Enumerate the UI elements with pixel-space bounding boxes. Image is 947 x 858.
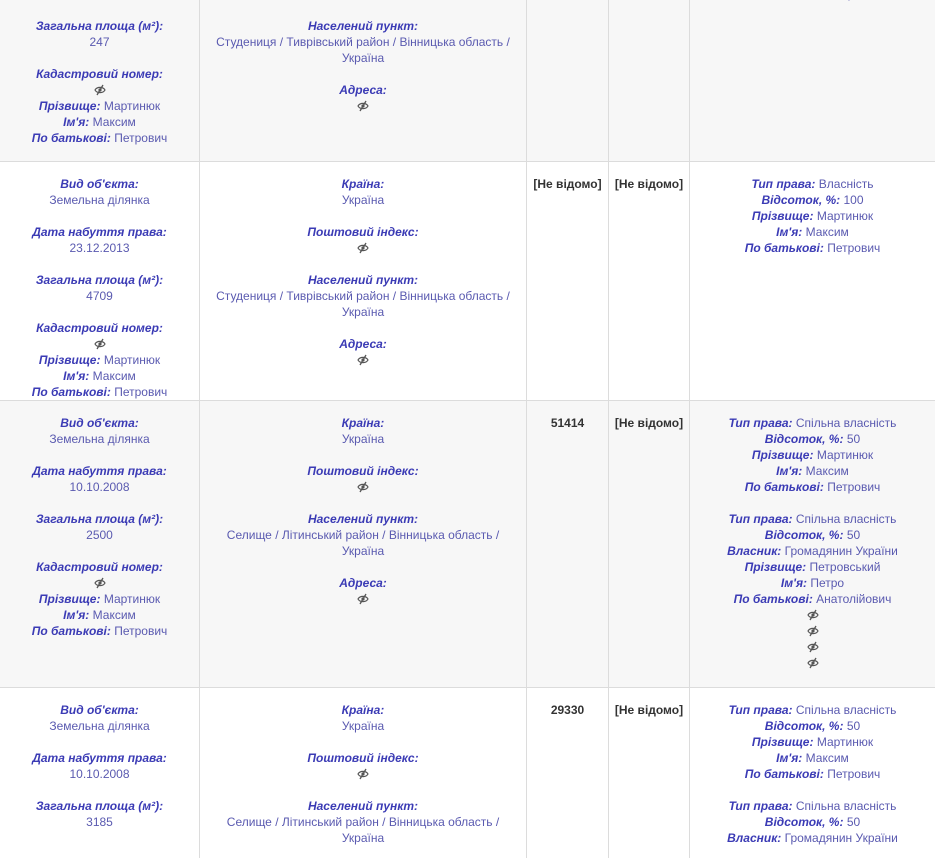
object-cell bbox=[0, 401, 200, 687]
name-value: Петро bbox=[810, 576, 845, 590]
value-cell bbox=[527, 0, 609, 161]
value-cell bbox=[609, 688, 690, 858]
postal-label: Поштовий індекс: bbox=[307, 751, 419, 765]
name-label: Ім'я: bbox=[776, 751, 803, 765]
surname-label: Прізвище: bbox=[751, 735, 814, 749]
area-label: Загальна площа (м²): bbox=[35, 799, 164, 813]
eye-slash-icon bbox=[357, 352, 369, 368]
table-row bbox=[0, 0, 935, 162]
eye-slash-icon bbox=[807, 623, 819, 639]
eye-slash-icon bbox=[357, 98, 369, 114]
area-value: 4709 bbox=[86, 289, 113, 303]
right-type-value: Спільна власність bbox=[795, 512, 897, 526]
cost-value: [Не відомо] bbox=[533, 177, 602, 191]
location-cell bbox=[200, 401, 527, 687]
eye-slash-icon bbox=[807, 607, 819, 623]
eye-slash-icon bbox=[94, 82, 106, 98]
right-type-label: Тип права: bbox=[728, 799, 793, 813]
value-cell bbox=[609, 401, 690, 687]
patronymic-label: По батькові: bbox=[744, 767, 824, 781]
eye-slash-icon bbox=[807, 639, 819, 655]
rights-cell bbox=[690, 162, 935, 400]
name-label: Ім'я: bbox=[63, 369, 90, 383]
share-value: 100 bbox=[843, 193, 864, 207]
surname-label: Прізвище: bbox=[744, 560, 807, 574]
acquired-date-value: 23.12.2013 bbox=[69, 241, 130, 255]
address-label: Адреса: bbox=[339, 576, 387, 590]
patronymic-label: По батькові: bbox=[31, 131, 111, 145]
surname-value: Мартинюк bbox=[816, 448, 874, 462]
table-row bbox=[0, 162, 935, 401]
rights-cell bbox=[690, 401, 935, 687]
value-cell bbox=[527, 162, 609, 400]
area-value: 247 bbox=[89, 35, 110, 49]
eye-slash-icon bbox=[94, 575, 106, 591]
area-label: Загальна площа (м²): bbox=[35, 273, 164, 287]
patronymic-label bbox=[745, 0, 824, 1]
surname-value: Мартинюк bbox=[103, 592, 161, 606]
share-label: Відсоток, %: bbox=[764, 528, 844, 542]
table-row bbox=[0, 401, 935, 688]
cost-value: 29330 bbox=[550, 703, 585, 717]
eye-slash-icon bbox=[357, 766, 369, 782]
settlement-value: Студениця / Тиврівський район / Вінницька область / Україна bbox=[216, 35, 510, 65]
surname-label: Прізвище: bbox=[751, 448, 814, 462]
object-type-label: Вид об'єкта: bbox=[60, 416, 139, 430]
object-type-value: Земельна ділянка bbox=[49, 432, 150, 446]
value-cell bbox=[609, 0, 690, 161]
share-value: 50 bbox=[846, 528, 861, 542]
eye-slash-icon bbox=[357, 591, 369, 607]
patronymic-label: По батькові: bbox=[744, 480, 824, 494]
area-value: 3185 bbox=[86, 815, 113, 829]
share-label: Відсоток, %: bbox=[764, 432, 844, 446]
share-label: Відсоток, %: bbox=[761, 193, 841, 207]
location-cell bbox=[200, 162, 527, 400]
acquired-label: Дата набуття права: bbox=[32, 225, 167, 239]
settlement-label: Населений пункт: bbox=[307, 512, 419, 526]
name-label: Ім'я: bbox=[63, 115, 90, 129]
value-cell bbox=[527, 401, 609, 687]
patronymic-value: Петрович bbox=[114, 385, 168, 399]
value-cell bbox=[527, 688, 609, 858]
patronymic-value bbox=[827, 0, 880, 1]
rights-cell bbox=[690, 688, 935, 858]
patronymic-value: Петрович bbox=[827, 241, 881, 255]
address-label: Адреса: bbox=[339, 83, 387, 97]
name-label: Ім'я: bbox=[776, 225, 803, 239]
right-type-value: Власність bbox=[818, 177, 874, 191]
right-type-value: Спільна власність bbox=[795, 416, 897, 430]
right-type-value: Спільна власність bbox=[795, 703, 897, 717]
surname-value: Мартинюк bbox=[816, 209, 874, 223]
name-value: Максим bbox=[92, 115, 136, 129]
acquired-label: Дата набуття права: bbox=[32, 464, 167, 478]
cadastral-label: Кадастровий номер: bbox=[36, 560, 163, 574]
share-label: Відсоток, %: bbox=[764, 719, 844, 733]
owner-label: Власник: bbox=[727, 831, 782, 845]
object-type-value: Земельна ділянка bbox=[49, 719, 150, 733]
acquired-date-value: 10.10.2008 bbox=[69, 767, 130, 781]
right-type-label: Тип права: bbox=[728, 416, 793, 430]
name-value: Максим bbox=[805, 464, 849, 478]
country-value: Україна bbox=[341, 432, 385, 446]
acquired-date-value: 10.10.2008 bbox=[69, 480, 130, 494]
object-type-label: Вид об'єкта: bbox=[60, 703, 139, 717]
eye-slash-icon bbox=[357, 240, 369, 256]
object-cell bbox=[0, 162, 200, 400]
patronymic-value: Анатолійович bbox=[816, 592, 892, 606]
name-label: Ім'я: bbox=[780, 576, 808, 590]
surname-value: Мартинюк bbox=[816, 735, 874, 749]
eye-slash-icon bbox=[807, 655, 819, 671]
country-label: Країна: bbox=[341, 177, 385, 191]
object-cell bbox=[0, 0, 200, 161]
location-cell bbox=[200, 688, 527, 858]
surname-value: Петровський bbox=[809, 560, 881, 574]
owner-label: Власник: bbox=[727, 544, 782, 558]
object-type-value: Земельна ділянка bbox=[49, 193, 150, 207]
cadastral-label: Кадастровий номер: bbox=[36, 321, 163, 335]
country-value: Україна bbox=[341, 719, 385, 733]
right-type-label: Тип права: bbox=[751, 177, 816, 191]
cadastral-label: Кадастровий номер: bbox=[36, 67, 163, 81]
patronymic-label: По батькові: bbox=[31, 385, 111, 399]
settlement-value: Студениця / Тиврівський район / Вінницька область / Україна bbox=[216, 289, 510, 319]
surname-value: Мартинюк bbox=[103, 99, 161, 113]
surname-label: Прізвище: bbox=[38, 592, 101, 606]
postal-label: Поштовий індекс: bbox=[307, 464, 419, 478]
name-label: Ім'я: bbox=[63, 608, 90, 622]
share-value: 50 bbox=[846, 432, 861, 446]
name-value: Максим bbox=[92, 608, 136, 622]
settlement-value: Селище / Літинський район / Вінницька область / Україна bbox=[226, 528, 500, 558]
settlement-label: Населений пункт: bbox=[307, 19, 419, 33]
owner-value: Громадянин України bbox=[784, 831, 898, 845]
surname-label: Прізвище: bbox=[38, 353, 101, 367]
object-type-label: Вид об'єкта: bbox=[60, 177, 139, 191]
share-value: 50 bbox=[846, 815, 861, 829]
patronymic-value: Петрович bbox=[114, 131, 168, 145]
right-type-label: Тип права: bbox=[728, 512, 793, 526]
patronymic-label: По батькові: bbox=[744, 241, 824, 255]
name-value: Максим bbox=[92, 369, 136, 383]
surname-value: Мартинюк bbox=[103, 353, 161, 367]
acquired-label: Дата набуття права: bbox=[32, 751, 167, 765]
cost-value: [Не відомо] bbox=[614, 177, 684, 191]
name-value: Максим bbox=[805, 751, 849, 765]
location-cell bbox=[200, 0, 527, 161]
surname-label: Прізвище: bbox=[38, 99, 101, 113]
eye-slash-icon bbox=[94, 336, 106, 352]
patronymic-value: Петрович bbox=[827, 480, 881, 494]
owner-value: Громадянин України bbox=[784, 544, 898, 558]
object-cell bbox=[0, 688, 200, 858]
cost-value: 51414 bbox=[550, 416, 585, 430]
address-label: Адреса: bbox=[339, 337, 387, 351]
eye-slash-icon bbox=[357, 479, 369, 495]
postal-label: Поштовий індекс: bbox=[307, 225, 419, 239]
area-value: 2500 bbox=[86, 528, 113, 542]
rights-cell bbox=[690, 0, 935, 161]
surname-label: Прізвище: bbox=[751, 209, 814, 223]
right-type-label: Тип права: bbox=[728, 703, 793, 717]
share-label: Відсоток, %: bbox=[764, 815, 844, 829]
cost-value: [Не відомо] bbox=[614, 703, 684, 717]
settlement-label: Населений пункт: bbox=[307, 273, 419, 287]
country-label: Країна: bbox=[341, 703, 385, 717]
patronymic-label: По батькові: bbox=[31, 624, 111, 638]
patronymic-label: По батькові: bbox=[733, 592, 813, 606]
patronymic-value: Петрович bbox=[827, 767, 881, 781]
area-label: Загальна площа (м²): bbox=[35, 512, 164, 526]
share-value: 50 bbox=[846, 719, 861, 733]
name-value: Максим bbox=[805, 225, 849, 239]
settlement-value: Селище / Літинський район / Вінницька область / Україна bbox=[226, 815, 500, 845]
settlement-label: Населений пункт: bbox=[307, 799, 419, 813]
value-cell bbox=[609, 162, 690, 400]
name-label: Ім'я: bbox=[776, 464, 803, 478]
patronymic-value: Петрович bbox=[114, 624, 168, 638]
country-label: Країна: bbox=[341, 416, 385, 430]
table-row bbox=[0, 688, 935, 858]
right-type-value: Спільна власність bbox=[795, 799, 897, 813]
area-label: Загальна площа (м²): bbox=[35, 19, 164, 33]
country-value: Україна bbox=[341, 193, 385, 207]
cost-value: [Не відомо] bbox=[614, 416, 684, 430]
